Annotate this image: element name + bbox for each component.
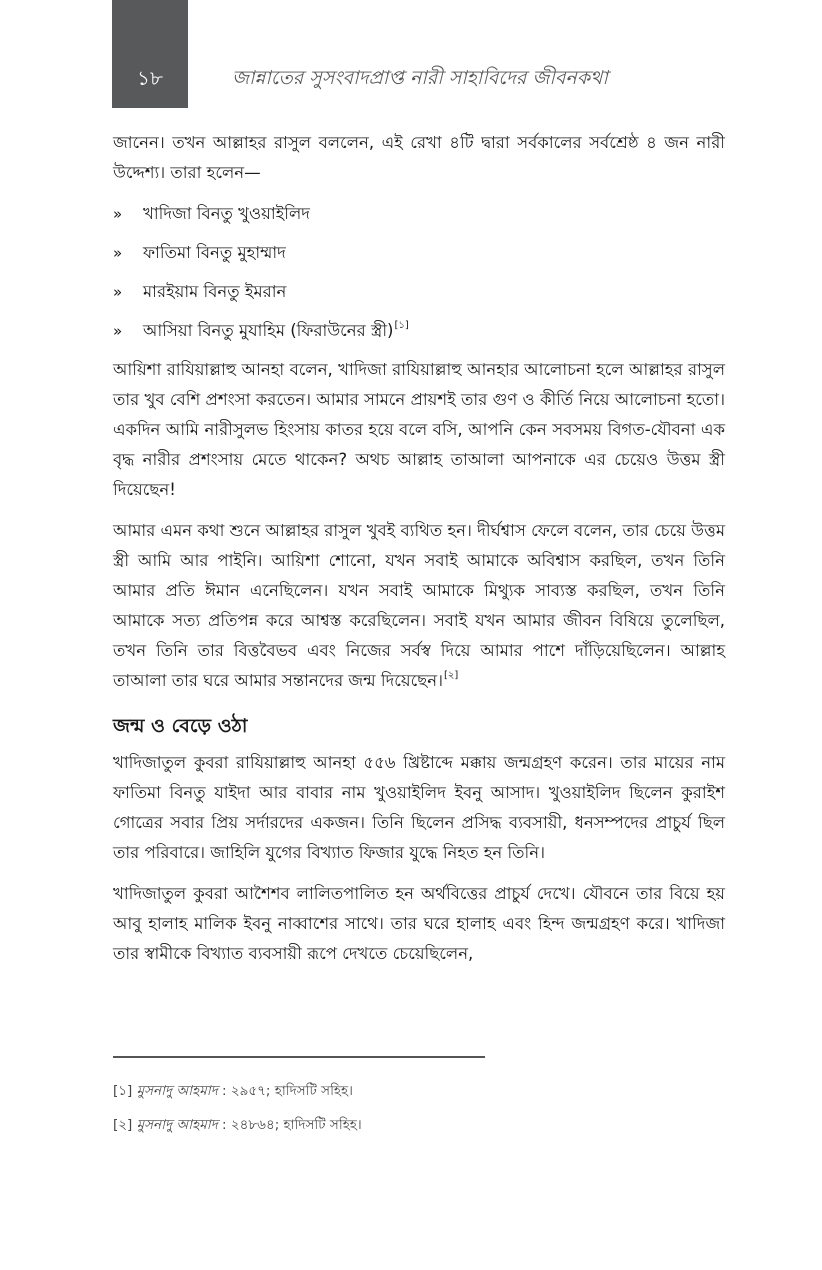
- footnotes: [113, 1080, 725, 1148]
- list-item: [113, 316, 725, 346]
- footnote-ref[interactable]: [২]: [444, 669, 459, 681]
- section-heading: জন্ম ও বেড়ে ওঠা: [113, 715, 248, 737]
- footnote-marker: [২]: [113, 1117, 133, 1133]
- page-number: ১৮: [137, 65, 163, 90]
- page-number-tab: [112, 0, 188, 108]
- bullet-mark: »: [113, 205, 123, 223]
- list-item: [113, 238, 725, 268]
- paragraph-text: আমার এমন কথা শুনে আল্লাহর রাসুল খুবই ব্যথিত হন। দীর্ঘশ্বাস ফেলে বলেন, তার চেয়ে উত্তম স্ত্রী আমি আর পাইনি। আয়িশা শোনো, যখন সবাই আমাকে অবিশ্বাস করছিল, তখন তিনি আমার প্রতি ঈমান এনেছিলেন। যখন সবাই আমাকে মিথ্যুক সাব্যস্ত করছিল, তখন তিনি আমাকে সত্য প্রতিপন্ন করে আশ্বস্ত করেছিলেন। সবাই যখন আমার জীবন বিষিয়ে তুলেছিল, তখন তিনি তার বিত্তবৈভব এবং নিজের সর্বস্ব দিয়ে আমার পাশে দাঁড়িয়েছিলেন। আল্লাহ তাআলা তার ঘরে আমার সন্তানদের জন্ম দিয়েছেন।: [113, 521, 725, 690]
- footnote-source: মুসনাদু আহমাদ: [136, 1083, 218, 1099]
- paragraph-prophet-reply: [113, 516, 725, 696]
- running-title: জান্নাতের সুসংবাদপ্রাপ্ত নারী সাহাবিদের জীবনকথা: [232, 67, 608, 89]
- footnote: [113, 1114, 725, 1134]
- list-item-text: ফাতিমা বিনতু মুহাম্মাদ: [143, 243, 286, 262]
- footnote-detail: : ২৪৮৬৪; হাদিসটি সহিহ।: [217, 1117, 362, 1133]
- paragraph-birth: খাদিজাতুল কুবরা রাযিয়াল্লাহু আনহা ৫৫৬ খ্রিষ্টাব্দে মক্কায় জন্মগ্রহণ করেন। তার মায়ের নাম ফাতিমা বিনতু যাইদা আর বাবার নাম খুওয়াইলিদ ইবনু আসাদ। খুওয়াইলিদ ছিলেন কুরাইশ গোত্রের সবার প্রিয় সর্দারদের একজন। তিনি ছিলেন প্রসিদ্ধ ব্যবসায়ী, ধনসম্পদের প্রাচুর্য ছিল তার পরিবারে। জাহিলি যুগের বিখ্যাত ফিজার যুদ্ধে নিহত হন তিনি।: [113, 753, 725, 862]
- paragraph-upbringing: খাদিজাতুল কুবরা আশৈশব লালিতপালিত হন অর্থবিত্তের প্রাচুর্য দেখে। যৌবনে তার বিয়ে হয় আবু হালাহ মালিক ইবনু নাব্বাশের সাথে। তার ঘরে হালাহ এবং হিন্দ জন্মগ্রহণ করে। খাদিজা তার স্বামীকে বিখ্যাত ব্যবসায়ী রূপে দেখতে চেয়েছিলেন,: [113, 884, 725, 963]
- list-item-text: খাদিজা বিনতু খুওয়াইলিদ: [143, 204, 310, 223]
- intro-paragraph: জানেন। তখন আল্লাহর রাসুল বললেন, এই রেখা ৪টি দ্বারা সর্বকালের সর্বশ্রেষ্ঠ ৪ জন নারী উদ্দেশ্য। তারা হলেন—: [113, 133, 725, 182]
- footnote-marker: [১]: [113, 1083, 133, 1099]
- paragraph-aisha-praise: আয়িশা রাযিয়াল্লাহু আনহা বলেন, খাদিজা রাযিয়াল্লাহু আনহার আলোচনা হলে আল্লাহর রাসুল তার খুব বেশি প্রশংসা করতেন। আমার সামনে প্রায়শই তার গুণ ও কীর্তি নিয়ে আলোচনা হতো। একদিন আমি নারীসুলভ হিংসায় কাতর হয়ে বলে বসি, আপনি কেন সবসময় বিগত-যৌবনা এক বৃদ্ধ নারীর প্রশংসায় মেতে থাকেন? অথচ আল্লাহ তাআলা আপনাকে এর চেয়েও উত্তম স্ত্রী দিয়েছেন!: [113, 360, 725, 499]
- footnote: [113, 1080, 725, 1100]
- women-list: [113, 199, 725, 346]
- body-text: [113, 128, 725, 980]
- footnote-ref[interactable]: [১]: [394, 319, 409, 331]
- list-item-text: আসিয়া বিনতু মুযাহিম (ফিরাউনের স্ত্রী): [143, 321, 394, 340]
- list-item: [113, 199, 725, 229]
- footnote-divider: [113, 1056, 485, 1058]
- footnote-detail: : ২৯৫৭; হাদিসটি সহিহ।: [217, 1083, 353, 1099]
- bullet-mark: »: [113, 244, 123, 262]
- bullet-mark: »: [113, 283, 123, 301]
- bullet-mark: »: [113, 322, 123, 340]
- list-item-text: মারইয়াম বিনতু ইমরান: [143, 282, 287, 301]
- footnote-source: মুসনাদু আহমাদ: [136, 1117, 218, 1133]
- list-item: [113, 277, 725, 307]
